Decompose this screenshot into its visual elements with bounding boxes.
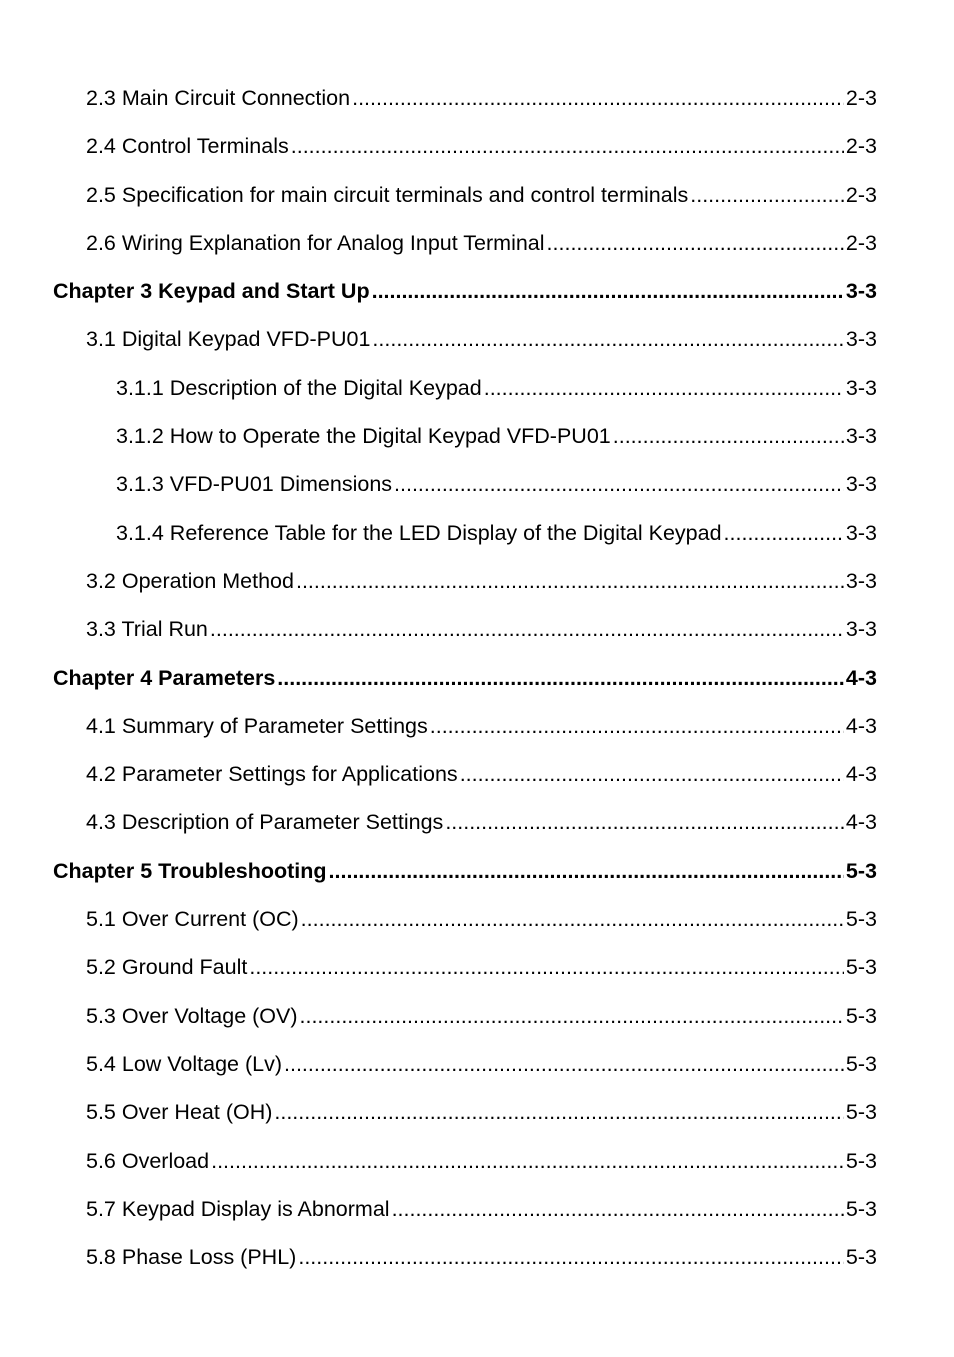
- toc-chapter-entry[interactable]: [0, 847, 954, 895]
- dot-leader: [613, 412, 844, 460]
- toc-subentry[interactable]: [0, 460, 954, 508]
- toc-entry-page: 5-3: [845, 1051, 877, 1076]
- dot-leader: [329, 847, 844, 895]
- toc-entry-page: 2-3: [845, 134, 877, 159]
- toc-entry-title: 5.8 Phase Loss (PHL): [86, 1245, 297, 1270]
- toc-entry-page: 5-3: [845, 907, 877, 932]
- toc-entry[interactable]: [0, 74, 954, 122]
- toc-entry[interactable]: [0, 992, 954, 1040]
- toc-entry-page: 3-3: [845, 617, 877, 642]
- toc-entry-page: 5-3: [845, 1196, 877, 1221]
- toc-chapter-entry[interactable]: [0, 654, 954, 702]
- dot-leader: [211, 1137, 844, 1185]
- dot-leader: [284, 1040, 844, 1088]
- toc-entry-title: 2.3 Main Circuit Connection: [86, 86, 351, 110]
- dot-leader: [430, 702, 844, 750]
- toc-entry-page: 4-3: [845, 762, 877, 787]
- toc-entry-page: 4-3: [845, 665, 877, 690]
- toc-entry-page: 3-3: [845, 327, 877, 352]
- dot-leader: [460, 750, 844, 798]
- dot-leader: [300, 992, 844, 1040]
- dot-leader: [547, 219, 844, 267]
- dot-leader: [298, 1233, 844, 1281]
- dot-leader: [690, 171, 844, 219]
- toc-entry-title: 3.1.4 Reference Table for the LED Display of the Digital Keypad: [116, 520, 722, 545]
- toc-entry-page: 5-3: [845, 1003, 877, 1028]
- dot-leader: [301, 895, 844, 943]
- toc-entry-title: Chapter 4 Parameters: [53, 665, 276, 690]
- toc-entry-title: 2.4 Control Terminals: [86, 134, 289, 159]
- toc-chapter-entry[interactable]: [0, 267, 954, 315]
- toc-entry[interactable]: [0, 315, 954, 363]
- toc-entry[interactable]: [0, 702, 954, 750]
- toc-entry-title: 3.1.3 VFD-PU01 Dimensions: [116, 472, 393, 497]
- dot-leader: [724, 509, 844, 557]
- toc-entry-page: 3-3: [845, 568, 877, 593]
- toc-entry-title: 4.1 Summary of Parameter Settings: [86, 713, 428, 738]
- toc-subentry[interactable]: [0, 412, 954, 460]
- toc-entry-page: 3-3: [845, 472, 877, 497]
- toc-entry[interactable]: [0, 557, 954, 605]
- toc-entry-title: Chapter 3 Keypad and Start Up: [53, 279, 370, 304]
- dot-leader: [392, 1185, 844, 1233]
- toc-entry-page: 4-3: [845, 713, 877, 738]
- toc-entry-title: 3.1.2 How to Operate the Digital Keypad VFD-PU01: [116, 424, 611, 449]
- toc-entry[interactable]: [0, 798, 954, 846]
- table-of-contents: [0, 74, 954, 1281]
- dot-leader: [249, 943, 844, 991]
- toc-entry-title: 5.1 Over Current (OC): [86, 907, 299, 932]
- toc-entry-page: 5-3: [845, 858, 877, 883]
- toc-entry-title: 4.3 Description of Parameter Settings: [86, 810, 444, 835]
- toc-subentry[interactable]: [0, 364, 954, 412]
- toc-entry-page: 3-3: [845, 279, 877, 304]
- toc-entry-page: 5-3: [845, 1245, 877, 1270]
- toc-entry-title: 5.3 Over Voltage (OV): [86, 1003, 298, 1028]
- toc-entry-title: 3.3 Trial Run: [86, 617, 208, 642]
- toc-entry-page: 5-3: [845, 955, 877, 980]
- toc-entry-title: Chapter 5 Troubleshooting: [53, 858, 327, 883]
- toc-entry[interactable]: [0, 1137, 954, 1185]
- toc-entry-page: 2-3: [845, 86, 877, 110]
- toc-entry-title: 3.1 Digital Keypad VFD-PU01: [86, 327, 371, 352]
- toc-entry[interactable]: [0, 943, 954, 991]
- toc-entry-title: 3.2 Operation Method: [86, 568, 294, 593]
- dot-leader: [277, 654, 844, 702]
- toc-entry-title: 4.2 Parameter Settings for Applications: [86, 762, 458, 787]
- toc-entry-title: 5.4 Low Voltage (Lv): [86, 1051, 283, 1076]
- dot-leader: [210, 605, 844, 653]
- dot-leader: [445, 798, 844, 846]
- toc-entry-page: 2-3: [845, 230, 877, 255]
- toc-entry[interactable]: [0, 1185, 954, 1233]
- toc-entry-page: 5-3: [845, 1100, 877, 1125]
- toc-entry[interactable]: [0, 1088, 954, 1136]
- toc-entry-page: 4-3: [845, 810, 877, 835]
- toc-entry[interactable]: [0, 1233, 954, 1281]
- toc-entry-page: 3-3: [845, 375, 877, 400]
- toc-entry-title: 5.6 Overload: [86, 1148, 210, 1173]
- toc-subentry[interactable]: [0, 509, 954, 557]
- dot-leader: [372, 315, 844, 363]
- toc-entry[interactable]: [0, 1040, 954, 1088]
- dot-leader: [372, 267, 844, 315]
- dot-leader: [394, 460, 844, 508]
- dot-leader: [274, 1088, 844, 1136]
- toc-entry[interactable]: [0, 171, 954, 219]
- toc-entry-page: 3-3: [845, 424, 877, 449]
- toc-entry[interactable]: [0, 122, 954, 170]
- dot-leader: [296, 557, 844, 605]
- toc-entry-title: 2.6 Wiring Explanation for Analog Input Terminal: [86, 230, 545, 255]
- toc-entry[interactable]: [0, 750, 954, 798]
- toc-entry-title: 2.5 Specification for main circuit terminals and control terminals: [86, 182, 689, 207]
- toc-entry[interactable]: [0, 219, 954, 267]
- dot-leader: [484, 364, 844, 412]
- dot-leader: [352, 74, 844, 122]
- toc-entry-page: 5-3: [845, 1148, 877, 1173]
- dot-leader: [291, 122, 844, 170]
- toc-entry[interactable]: [0, 605, 954, 653]
- toc-entry-title: 3.1.1 Description of the Digital Keypad: [116, 375, 482, 400]
- toc-entry-title: 5.7 Keypad Display is Abnormal: [86, 1196, 390, 1221]
- toc-entry-title: 5.5 Over Heat (OH): [86, 1100, 273, 1125]
- toc-entry[interactable]: [0, 895, 954, 943]
- toc-entry-page: 2-3: [845, 182, 877, 207]
- toc-entry-title: 5.2 Ground Fault: [86, 955, 248, 980]
- toc-entry-page: 3-3: [845, 520, 877, 545]
